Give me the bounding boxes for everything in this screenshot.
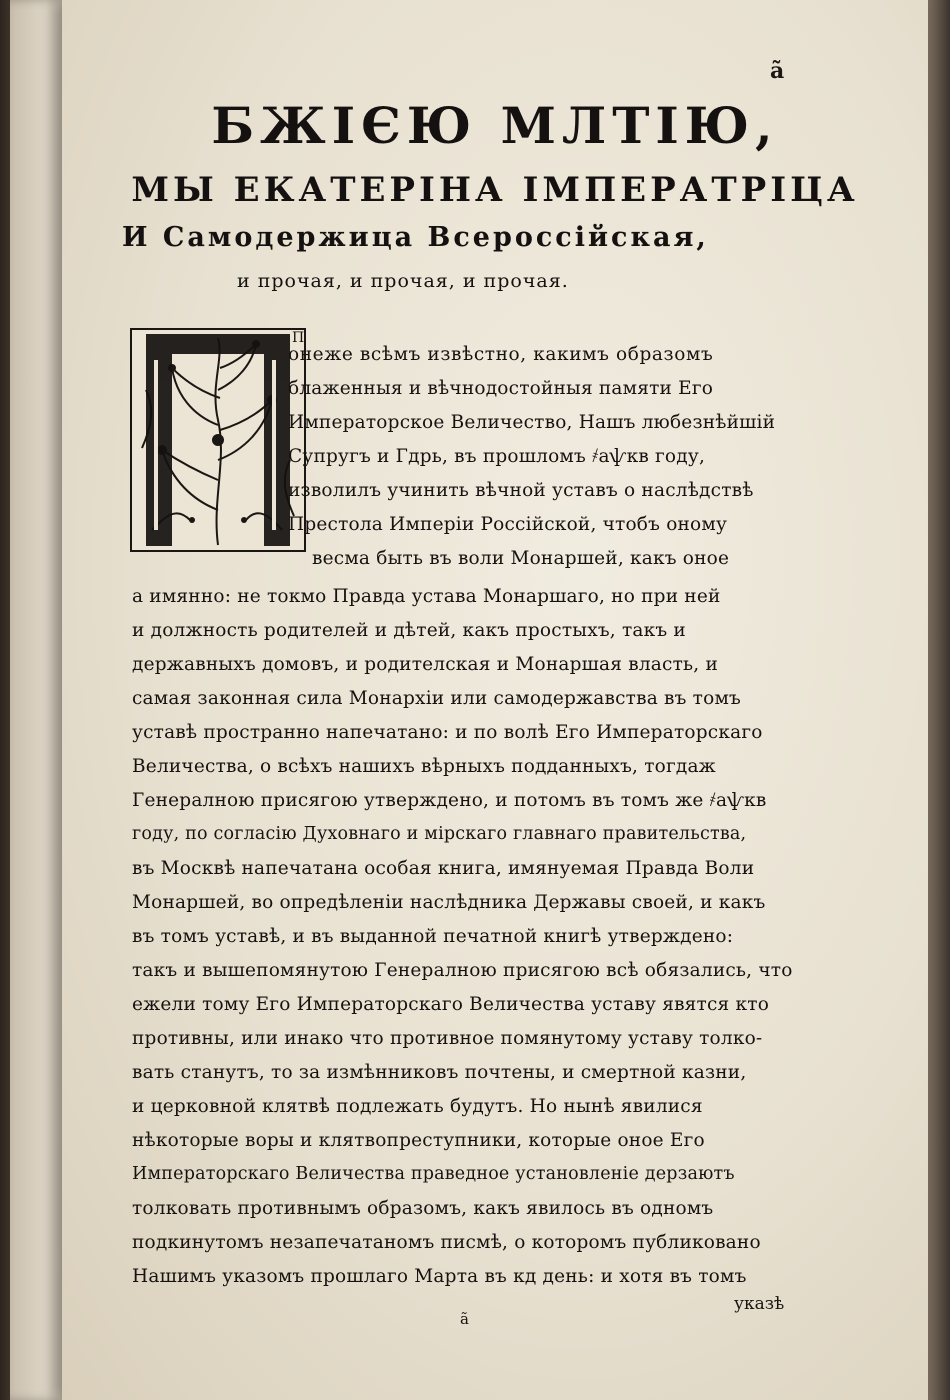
heading-line-3: И Самодержица Всероссійская, [122,222,709,253]
body-line: изволилъ учинить вѣчной уставъ о наслѣдствѣ [288,480,754,501]
body-line: уставѣ пространно напечатано: и по волѣ Его Императорскаго [132,722,763,743]
body-line: такъ и вышепомянутою Генералною присягою всѣ обязались, что [132,960,793,981]
body-line: весма быть въ воли Монаршей, какъ оное [312,548,730,569]
body-line: вать станутъ, то за измѣнниковъ почтены, и смертной казни, [132,1062,747,1083]
body-line: нѣкоторые воры и клятвопреступники, которые оное Его [132,1130,705,1151]
book-page [62,0,928,1400]
body-line: и должность родителей и дѣтей, какъ простыхъ, такъ и [132,620,686,641]
body-line: толковать противнымъ образомъ, какъ явилось въ одномъ [132,1198,714,1219]
initial-letter-text: П [292,330,305,346]
body-line: году, по согласію Духовнаго и мірскаго главнаго правительства, [132,824,747,844]
body-line: Генералною присягою утверждено, и потомъ въ томъ же ҂аѱкв [132,790,767,811]
background-right [928,0,950,1400]
body-line: державныхъ домовъ, и родителская и Монаршая власть, и [132,654,718,675]
body-line: въ Москвѣ напечатана особая книга, имянуемая Правда Воли [132,858,755,879]
heading-line-2: МЫ ЕКАТЕРІНА ІМПЕРАТРІЦА [131,170,859,210]
body-line: Монаршей, во опредѣленіи наслѣдника Державы своей, и какъ [132,892,766,913]
body-line: онеже всѣмъ извѣстно, какимъ образомъ [288,344,714,365]
floral-ornament-icon [132,330,304,550]
body-line: Императорскаго Величества праведное установленіе дерзаютъ [132,1164,735,1184]
body-line: въ томъ уставѣ, и въ выданной печатной книгѣ утверждено: [132,926,734,947]
catchword: указѣ [734,1294,785,1314]
body-line: Императорское Величество, Нашъ любезнѣйшій [288,412,776,433]
body-line: Супругъ и Гдрь, въ прошломъ ҂аѱкв году, [288,446,706,467]
body-line: а имянно: не токмо Правда устава Монаршаго, но при ней [132,586,721,607]
page-number: ã [770,58,785,84]
body-line: Величества, о всѣхъ нашихъ вѣрныхъ подданныхъ, тогдаж [132,756,716,777]
body-line: самая законная сила Монархіи или самодержавства въ томъ [132,688,741,709]
body-line: и церковной клятвѣ подлежать будутъ. Но нынѣ явилися [132,1096,703,1117]
decorated-initial-letter [130,328,306,552]
body-line: ежели тому Его Императорскаго Величества уставу явятся кто [132,994,770,1015]
body-line: Нашимъ указомъ прошлаго Марта въ кд день: и хотя въ томъ [132,1266,747,1287]
heading-line-1: БЖІЄЮ МЛТІЮ, [211,96,779,155]
signature-mark: ã [460,1310,469,1328]
heading-line-4: и прочая, и прочая, и прочая. [237,270,569,292]
body-line: подкинутомъ незапечатаномъ писмѣ, о которомъ публиковано [132,1232,761,1253]
body-line: Престола Имперіи Россійской, чтобъ оному [288,514,728,535]
body-line: противны, или инако что противное помянутому уставу толко- [132,1028,763,1049]
body-line: блаженныя и вѣчнодостойныя памяти Его [288,378,714,399]
